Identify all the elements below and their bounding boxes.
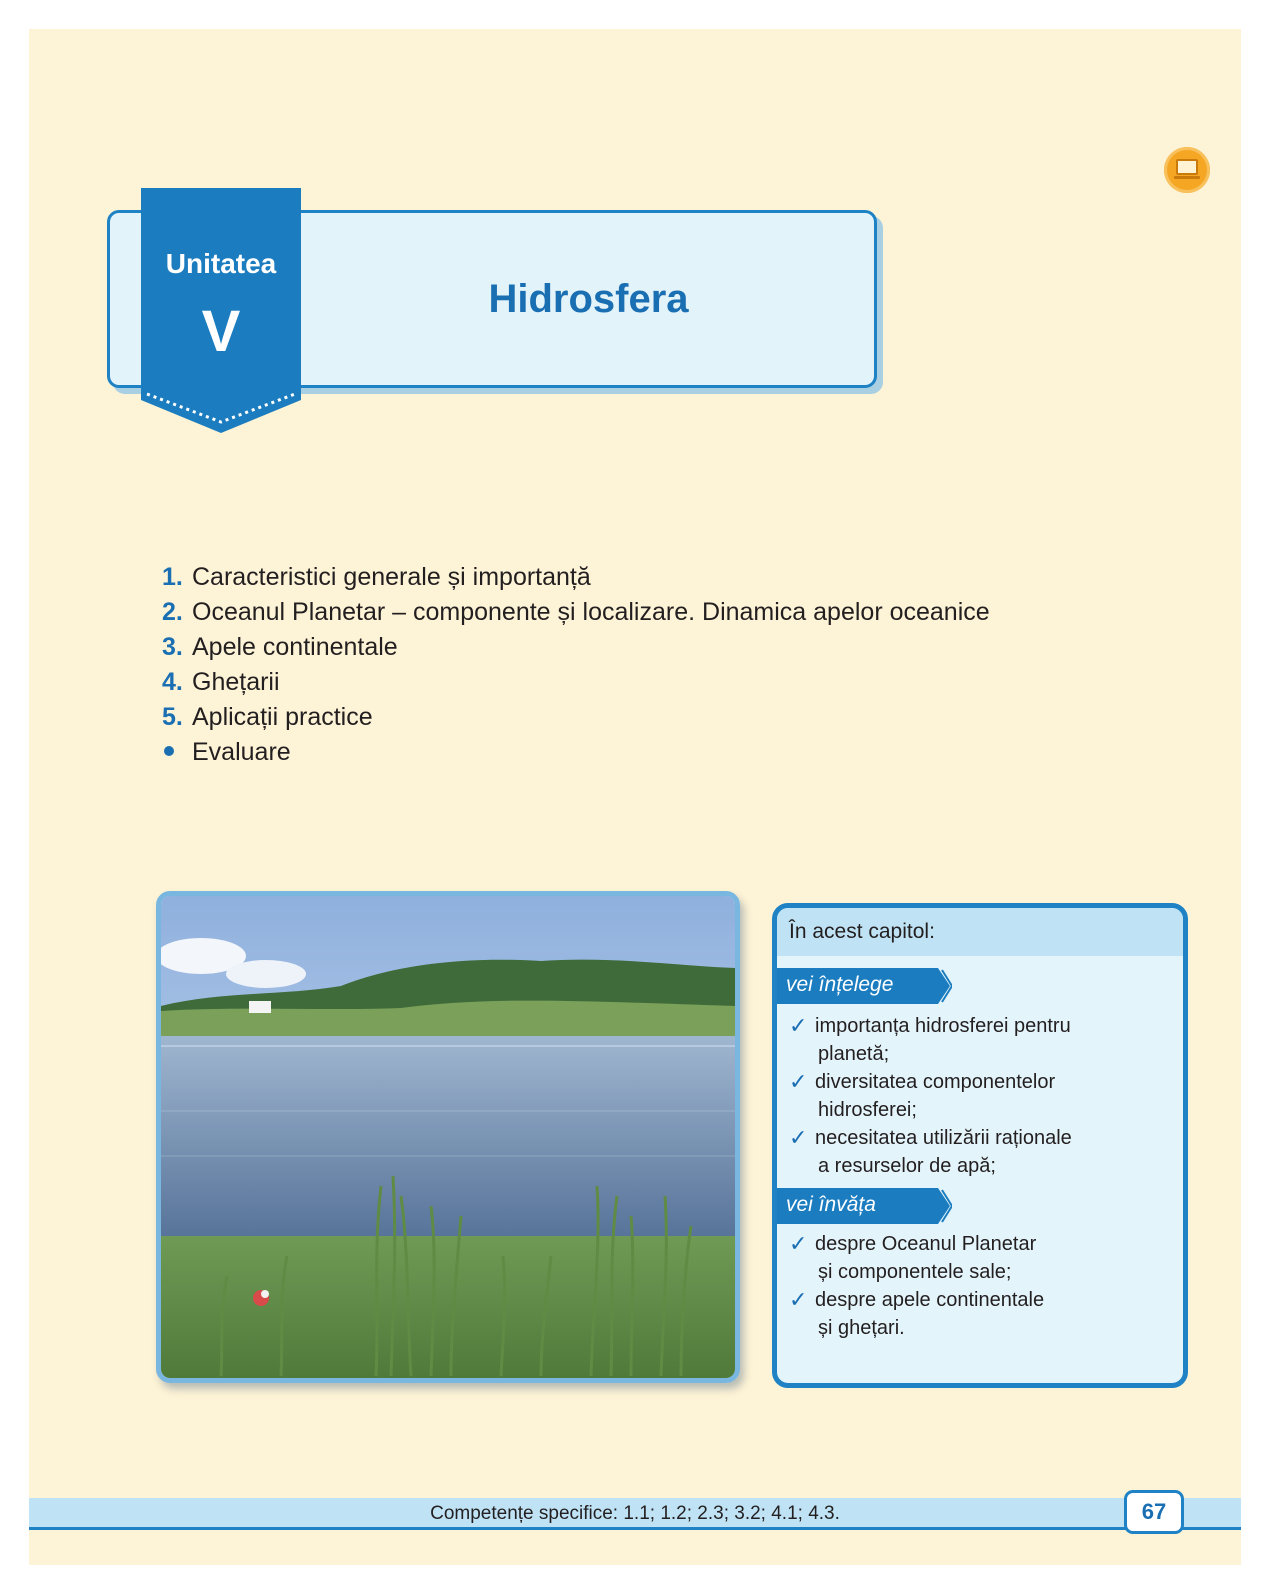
checkmark-icon: ✓ — [789, 1231, 808, 1256]
unit-numeral: V — [201, 299, 241, 364]
chapter-item[interactable] — [162, 735, 990, 770]
tag-learn-label: vei învăța — [786, 1193, 876, 1216]
computer-monitor-icon[interactable] — [1164, 147, 1210, 193]
understand-list — [787, 1012, 1165, 1180]
tag-understand — [772, 968, 952, 1004]
checkmark-icon: ✓ — [789, 1125, 808, 1150]
learn-list — [787, 1230, 1165, 1342]
chapter-number: 1. — [162, 563, 183, 591]
list-item: ✓ despre apele continentale și ghețari. — [789, 1287, 1045, 1339]
chapter-number: 2. — [162, 598, 183, 626]
chapter-number: 4. — [162, 668, 183, 696]
chapter-item[interactable] — [162, 700, 990, 735]
unit-label: Unitatea — [165, 248, 277, 279]
chapter-number: 5. — [162, 703, 183, 731]
unit-title: Hidrosfera — [488, 276, 689, 321]
tag-understand-label: vei înțelege — [786, 973, 894, 996]
bullet-icon — [164, 746, 174, 756]
checkmark-icon: ✓ — [789, 1069, 808, 1094]
list-item: ✓ despre Oceanul Planetar și componentele sale; — [789, 1231, 1037, 1283]
page-number: 67 — [1124, 1490, 1184, 1534]
competences-text: Competențe specifice: 1.1; 1.2; 2.3; 3.2; 4.1; 4.3. — [430, 1503, 840, 1524]
checkmark-icon: ✓ — [789, 1287, 808, 1312]
chapter-item[interactable] — [162, 630, 990, 665]
chapter-item[interactable] — [162, 560, 990, 595]
list-item: ✓ diversitatea componentelor hidrosferei; — [789, 1069, 1056, 1121]
chapter-title: Apele continentale — [192, 633, 398, 661]
chapter-number: 3. — [162, 633, 183, 661]
list-item: ✓ importanța hidrosferei pentru planetă; — [789, 1013, 1071, 1065]
chapter-info-box — [772, 903, 1188, 1388]
chapter-title: Caracteristici generale și importanță — [192, 563, 591, 591]
list-item: ✓ necesitatea utilizării raționale a resurselor de apă; — [789, 1125, 1072, 1177]
tag-learn — [772, 1188, 952, 1224]
chapter-title: Aplicații practice — [192, 703, 373, 731]
chapter-list — [162, 560, 990, 770]
chapter-title: Ghețarii — [192, 668, 280, 696]
checkmark-icon: ✓ — [789, 1013, 808, 1038]
chapter-title: Evaluare — [192, 738, 291, 766]
chapter-item[interactable] — [162, 665, 990, 700]
info-heading: În acest capitol: — [777, 908, 1183, 956]
lake-photo — [156, 891, 740, 1383]
chapter-item[interactable] — [162, 595, 990, 630]
chapter-title: Oceanul Planetar – componente și localizare. Dinamica apelor oceanice — [192, 598, 990, 626]
